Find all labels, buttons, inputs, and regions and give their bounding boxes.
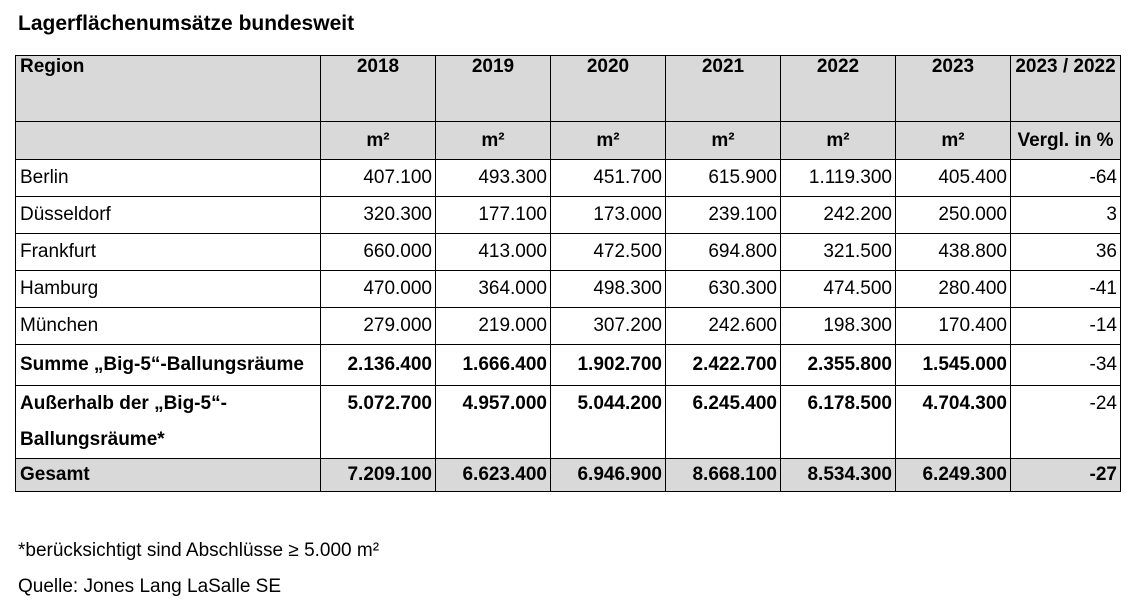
header-compare: 2023 / 2022: [1011, 56, 1121, 122]
table-row: [16, 308, 1121, 345]
value-cell: 6.249.300: [896, 459, 1011, 492]
value-cell: 6.623.400: [436, 459, 551, 492]
value-cell: 474.500: [781, 271, 896, 308]
ausserhalb-row: [16, 386, 1121, 459]
header-unit: m²: [551, 122, 666, 160]
region-cell: Summe „Big-5“-Ballungsräume: [16, 345, 321, 386]
region-cell: Berlin: [16, 160, 321, 197]
value-cell: 242.600: [666, 308, 781, 345]
value-cell: 493.300: [436, 160, 551, 197]
header-year: 2021: [666, 56, 781, 122]
header-year: 2019: [436, 56, 551, 122]
change-cell: -64: [1011, 160, 1121, 197]
header-year: 2022: [781, 56, 896, 122]
value-cell: 2.422.700: [666, 345, 781, 386]
value-cell: 438.800: [896, 234, 1011, 271]
table-row: [16, 234, 1121, 271]
value-cell: 630.300: [666, 271, 781, 308]
value-cell: 4.957.000: [436, 386, 551, 459]
table-row: [16, 160, 1121, 197]
table-row: [16, 197, 1121, 234]
change-cell: -24: [1011, 386, 1121, 459]
region-cell: Hamburg: [16, 271, 321, 308]
value-cell: 242.200: [781, 197, 896, 234]
value-cell: 173.000: [551, 197, 666, 234]
header-year: 2020: [551, 56, 666, 122]
value-cell: 407.100: [321, 160, 436, 197]
value-cell: 219.000: [436, 308, 551, 345]
region-cell: München: [16, 308, 321, 345]
change-cell: 36: [1011, 234, 1121, 271]
source-note: Quelle: Jones Lang LaSalle SE: [18, 576, 282, 597]
change-cell: -14: [1011, 308, 1121, 345]
header-unit: m²: [896, 122, 1011, 160]
value-cell: 280.400: [896, 271, 1011, 308]
value-cell: 615.900: [666, 160, 781, 197]
footnote: *berücksichtigt sind Abschlüsse ≥ 5.000 m²: [18, 540, 380, 561]
region-cell: Frankfurt: [16, 234, 321, 271]
value-cell: 1.902.700: [551, 345, 666, 386]
header-compare-unit: Vergl. in %: [1011, 122, 1121, 160]
value-cell: 364.000: [436, 271, 551, 308]
change-cell: 3: [1011, 197, 1121, 234]
data-table: [15, 55, 1121, 492]
value-cell: 694.800: [666, 234, 781, 271]
value-cell: 405.400: [896, 160, 1011, 197]
value-cell: 5.072.700: [321, 386, 436, 459]
change-cell: -27: [1011, 459, 1121, 492]
value-cell: 170.400: [896, 308, 1011, 345]
value-cell: 6.946.900: [551, 459, 666, 492]
value-cell: 6.245.400: [666, 386, 781, 459]
header-row-units: [16, 122, 1121, 160]
header-blank: [16, 122, 321, 160]
value-cell: 239.100: [666, 197, 781, 234]
gesamt-row: [16, 459, 1121, 492]
header-region: Region: [16, 56, 321, 122]
value-cell: 472.500: [551, 234, 666, 271]
value-cell: 2.355.800: [781, 345, 896, 386]
header-row-years: [16, 56, 1121, 122]
change-cell: -41: [1011, 271, 1121, 308]
header-unit: m²: [666, 122, 781, 160]
header-unit: m²: [321, 122, 436, 160]
value-cell: 1.666.400: [436, 345, 551, 386]
table-row: [16, 271, 1121, 308]
value-cell: 250.000: [896, 197, 1011, 234]
value-cell: 451.700: [551, 160, 666, 197]
summe-row: [16, 345, 1121, 386]
value-cell: 8.534.300: [781, 459, 896, 492]
value-cell: 498.300: [551, 271, 666, 308]
value-cell: 8.668.100: [666, 459, 781, 492]
value-cell: 320.300: [321, 197, 436, 234]
value-cell: 321.500: [781, 234, 896, 271]
value-cell: 177.100: [436, 197, 551, 234]
value-cell: 4.704.300: [896, 386, 1011, 459]
value-cell: 6.178.500: [781, 386, 896, 459]
value-cell: 5.044.200: [551, 386, 666, 459]
region-cell: Düsseldorf: [16, 197, 321, 234]
header-year: 2023: [896, 56, 1011, 122]
value-cell: 413.000: [436, 234, 551, 271]
change-cell: -34: [1011, 345, 1121, 386]
region-cell: Gesamt: [16, 459, 321, 492]
header-unit: m²: [436, 122, 551, 160]
header-year: 2018: [321, 56, 436, 122]
page-title: Lagerflächenumsätze bundesweit: [18, 12, 355, 35]
value-cell: 1.119.300: [781, 160, 896, 197]
value-cell: 470.000: [321, 271, 436, 308]
value-cell: 2.136.400: [321, 345, 436, 386]
value-cell: 307.200: [551, 308, 666, 345]
value-cell: 198.300: [781, 308, 896, 345]
value-cell: 7.209.100: [321, 459, 436, 492]
value-cell: 660.000: [321, 234, 436, 271]
value-cell: 1.545.000: [896, 345, 1011, 386]
header-unit: m²: [781, 122, 896, 160]
value-cell: 279.000: [321, 308, 436, 345]
region-cell: Außerhalb der „Big-5“-Ballungsräume*: [16, 386, 321, 459]
